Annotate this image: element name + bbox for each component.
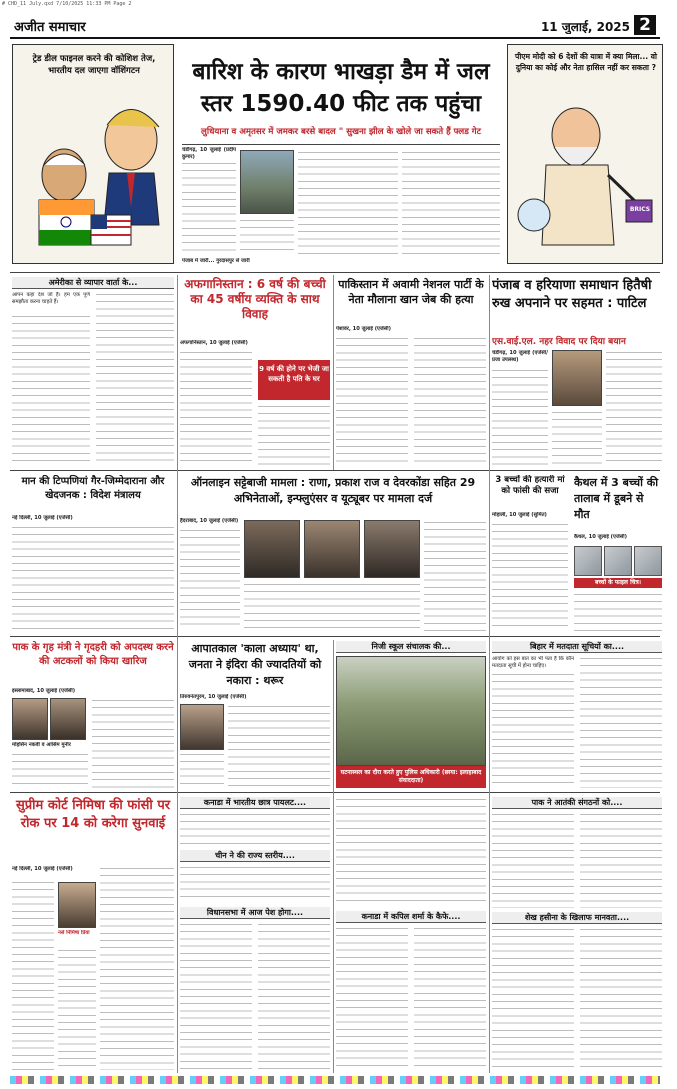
america-trade-intro: आपन कहा देश जो है। हम एक पूर्ण समझौता करना चाहते हैं। — [12, 292, 90, 306]
canada-cafe-col-2 — [414, 926, 486, 1070]
school-headline: निजी स्कूल संचालक की... — [336, 641, 486, 653]
bihar-headline: बिहार में मतदाता सूचियों का.... — [492, 641, 662, 653]
nimisha-col-3 — [100, 866, 174, 1070]
afghanistan-byline: अफगानिस्तान, 10 जुलाई (एजेंसी) — [180, 340, 248, 346]
patil-photo — [552, 350, 602, 406]
punjab-haryana-headline: पंजाब व हरियाणा समाधान हितैषी रुख अपनाने पर सहमत : पाटिल — [492, 278, 652, 311]
afghanistan-col-1 — [180, 350, 252, 466]
tharoor-photo — [180, 704, 224, 750]
mea-byline: नई दिल्ली, 10 जुलाई (एजेंसी) — [12, 515, 73, 521]
hasina-col-2 — [580, 927, 662, 1070]
china-headline: चीन ने की राज्य स्तरीय.... — [180, 850, 330, 862]
betting-col-1 — [180, 528, 240, 631]
afghanistan-headline: अफगानिस्तान : 6 वर्ष की बच्ची का 45 वर्षीय व्यक्ति के साथ विवाह — [184, 277, 326, 321]
school-photo — [336, 656, 486, 766]
nimisha-col-1 — [12, 880, 54, 1070]
kaithal-body — [574, 592, 662, 631]
pak-minister-headline: पाक के गृह मंत्री ने गृदहरी को अपदस्थ करने की अटकलों को किया खारिज — [12, 642, 174, 667]
pak-minister-photo-2 — [50, 698, 86, 740]
canada-headline: कनाडा में भारतीय छात्र पायलट.... — [180, 797, 330, 809]
school-continued — [336, 797, 486, 907]
lead-byline: चंडीगढ़, 10 जुलाई (प्रदीप कुमार) — [182, 147, 236, 161]
cartoon-caption: ट्रेड डील फाइनल करने की कोशिश तेज, भारतीय दल जाएगा वॉशिंगटन — [32, 54, 156, 76]
murder-headline: 3 बच्चों की हत्यारी मां को फांसी की सजा — [495, 475, 565, 496]
pakistan-leader-col-1 — [336, 336, 408, 466]
rule-mid-1 — [10, 470, 660, 471]
america-trade-col-2 — [96, 292, 174, 466]
lead-column-3 — [298, 150, 398, 256]
cartoon-left — [12, 44, 174, 264]
column-rule-3 — [489, 275, 490, 1073]
masthead: अजीत समाचार — [14, 20, 86, 33]
assembly-col-2 — [258, 922, 330, 1070]
cartoon-right-drawing — [514, 95, 658, 260]
punjab-haryana-byline: चंडीगढ़, 10 जुलाई (एजेंसी/प्रजा उपलब्ध) — [492, 350, 548, 364]
america-trade-col-1 — [12, 314, 90, 466]
america-trade-title: अमेरीका से व्यापार वार्ता के... — [12, 277, 174, 289]
pak-terror-col-2 — [580, 812, 662, 908]
hasina-col-1 — [492, 927, 574, 1070]
afghanistan-callout: 9 वर्ष की होने पर भेजी जा सकती है पति के घर — [258, 360, 330, 400]
murder-byline: मोहाली, 10 जुलाई (सुमित) — [492, 512, 547, 518]
kaithal-photo-2 — [604, 546, 632, 576]
lead-column-1 — [182, 161, 236, 256]
actor-photo-3 — [364, 520, 420, 578]
afghanistan-col-2 — [258, 404, 330, 466]
issue-date: 11 जुलाई, 2025 — [540, 20, 630, 34]
pak-terror-headline: पाक ने आतंकी संगठनों को.... — [492, 797, 662, 809]
print-slug: # CHD_11 July.qxd 7/10/2025 11:33 PM Page 2 — [2, 1, 132, 7]
emergency-byline: तिरुवनंतपुरम, 10 जुलाई (एजेंसी) — [180, 694, 247, 700]
nimisha-byline: नई दिल्ली, 10 जुलाई (एजेंसी) — [12, 866, 73, 872]
brics-bag-label: BRICS — [629, 206, 651, 213]
rule-mid-2 — [10, 636, 660, 637]
pak-terror-col-1 — [492, 812, 574, 908]
kaithal-photo-caption: बच्चों के फाइल चित्र। — [574, 578, 662, 588]
page-number: 2 — [634, 15, 656, 35]
pak-minister-photo-1 — [12, 698, 48, 740]
kaithal-headline: कैथल में 3 बच्चों की तालाब में डूबने से मौत — [574, 476, 659, 521]
pakistan-leader-headline: पाकिस्तान में अवामी नेशनल पार्टी के नेता मौलाना खान जेब की हत्या — [338, 278, 484, 306]
pakistan-leader-col-2 — [414, 336, 486, 466]
emergency-headline: आपातकाल 'काला अध्याय' था, जनता ने इंदिरा की ज्यादतियों को नकारा : थरूर — [188, 642, 322, 687]
nimisha-photo — [58, 882, 96, 928]
emergency-col-2 — [180, 752, 224, 788]
nimisha-caption: नर्स निमिषा प्रिया — [58, 930, 90, 936]
pakistan-leader-byline: पेशावर, 10 जुलाई (एजेंसी) — [336, 326, 391, 332]
dam-photo — [240, 150, 294, 214]
punjab-haryana-subhead: एस.वाई.एल. नहर विवाद पर दिया बयान — [492, 337, 626, 347]
lead-rule — [182, 144, 500, 145]
hasina-headline: शेख हसीना के खिलाफ मानवता.... — [492, 912, 662, 924]
pak-minister-byline: इस्लामाबाद, 10 जुलाई (एजेंसी) — [12, 688, 76, 694]
cartoon-right-caption: पीएम मोदी को 6 देशों की यात्रा में क्या मिला... वो दुनिया का कोई और नेता हासिल नहीं कर सकता ? — [515, 52, 657, 72]
pak-minister-col-1 — [92, 698, 174, 788]
mea-headline: मान की टिप्पणियां गैर-जिम्मेदाराना और खेदजनक : विदेश मंत्रालय — [21, 476, 165, 501]
column-rule-1 — [177, 275, 178, 1073]
cartoon-right — [507, 44, 663, 264]
punjab-haryana-col-2 — [606, 350, 662, 466]
rule-mid-3 — [10, 792, 660, 793]
assembly-col-1 — [180, 922, 252, 1070]
actor-photo-2 — [304, 520, 360, 578]
betting-byline: हैदराबाद, 10 जुलाई (एजेंसी) — [180, 518, 239, 524]
rule-below-top — [10, 272, 660, 273]
lead-column-4 — [402, 150, 500, 256]
mea-body — [12, 525, 174, 631]
china-body — [180, 865, 330, 903]
nimisha-headline: सुप्रीम कोर्ट निमिषा की फांसी पर रोक पर 14 को करेगा सुनवाई — [15, 798, 171, 831]
emergency-col-1 — [228, 704, 330, 788]
lead-continued: पंजाब में जारी... गुरदासपुर से जारी — [182, 258, 250, 264]
betting-headline: ऑनलाइन सट्टेबाजी मामला : राणा, प्रकाश राज व देवरकोंडा सहित 29 अभिनेताओं, इन्फ्लुएंसर व यूट्यूबर पर मामला दर्ज — [190, 476, 476, 505]
lead-headline: बारिश के कारण भाखड़ा डैम में जल स्तर 1590.40 फीट तक पहुंचा — [192, 59, 490, 117]
kaithal-photo-3 — [634, 546, 662, 576]
kaithal-byline: कैथल, 10 जुलाई (एजेंसी) — [574, 534, 627, 540]
murder-body — [492, 522, 568, 631]
betting-col-3 — [244, 582, 420, 631]
nimisha-col-2 — [58, 948, 96, 1070]
bihar-col-1 — [492, 672, 574, 788]
school-caption: घटनास्थल का दौरा करते हुए पुलिस अधिकारी (छाया: इलाहाबाद संवाददाता) — [336, 766, 486, 788]
punjab-haryana-col-1 — [492, 368, 548, 466]
header-rule — [10, 37, 660, 39]
lead-subhead: लुधियाना व अमृतसर में जमकर बरसे बादल " सुखना झील के खोले जा सकते हैं फ्लड गेट — [201, 127, 481, 137]
lead-column-2 — [240, 218, 294, 256]
pak-minister-caption: मोहसिन नकवी व आसिम मुनीर — [12, 742, 71, 748]
canada-cafe-col-1 — [336, 926, 408, 1070]
betting-col-2 — [424, 520, 486, 631]
canada-body — [180, 812, 330, 846]
actor-photo-1 — [244, 520, 300, 578]
bihar-intro: आयोग को इस बात का भी पता है कि कौन मतदाता सूची में होना चाहिए। — [492, 656, 574, 670]
assembly-headline: विधानसभा में आज पेश होगा.... — [180, 907, 330, 919]
pak-minister-col-2 — [12, 752, 88, 788]
column-rule-2 — [333, 275, 334, 470]
registration-marks — [10, 1076, 660, 1084]
column-rule-4 — [333, 640, 334, 1073]
canada-cafe-headline: कनाडा में कपिल शर्मा के कैफे.... — [336, 911, 486, 923]
cartoon-drawing — [19, 95, 169, 260]
bihar-col-2 — [580, 656, 662, 788]
punjab-haryana-col-3 — [552, 410, 602, 466]
kaithal-photo-1 — [574, 546, 602, 576]
